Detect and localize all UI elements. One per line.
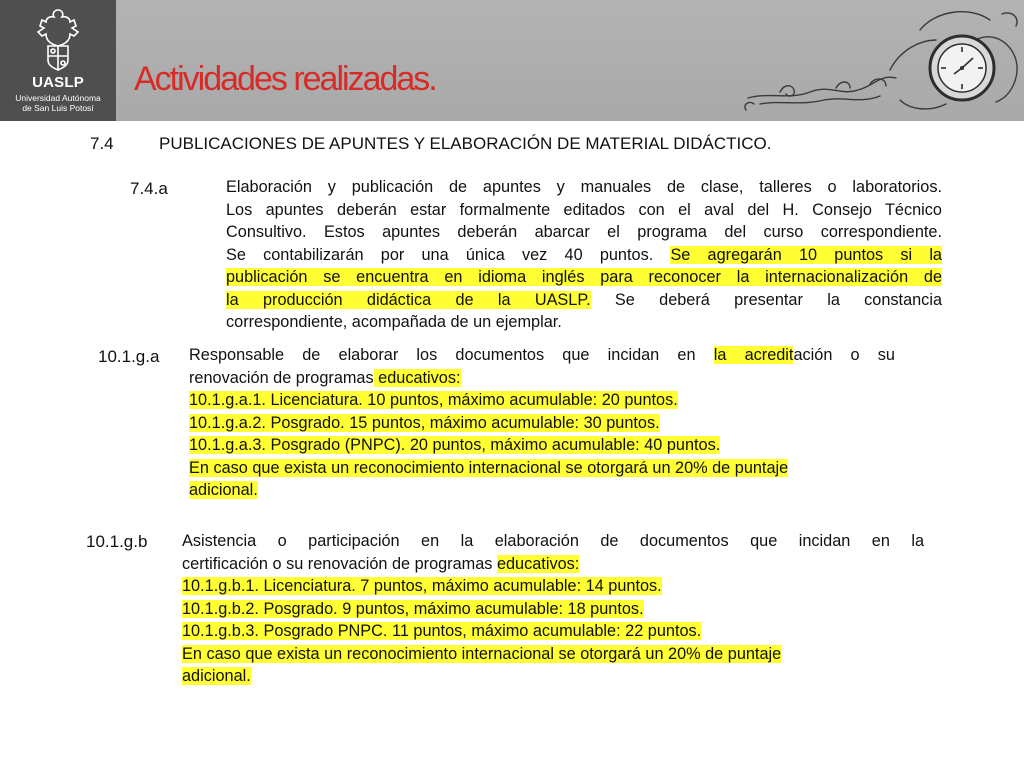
highlighted-text: adicional. (189, 481, 258, 499)
item-paragraph (226, 176, 942, 334)
logo-subtitle-line1: Universidad Autónoma (15, 93, 101, 103)
highlighted-text: 10.1.g.a.3. Posgrado (PNPC). 20 puntos, máximo acumulable: 40 puntos. (189, 436, 721, 454)
logo-name: UASLP (32, 74, 84, 91)
highlighted-text: adicional. (182, 667, 251, 685)
list-item (182, 598, 924, 621)
list-item (189, 389, 895, 412)
highlighted-text: educativos: (373, 368, 461, 387)
highlighted-text: 10.1.g.a.1. Licenciatura. 10 puntos, máximo acumulable: 20 puntos. (189, 391, 678, 409)
text-run: Se contabilizarán por una única vez 40 puntos. (226, 245, 654, 264)
text-run: ación o su (793, 346, 895, 364)
paragraph-line: Asistencia o participación en la elaboración de documentos que incidan en la (182, 532, 924, 550)
highlighted-text: 10.1.g.b.2. Posgrado. 9 puntos, máximo acumulable: 18 puntos. (182, 599, 644, 618)
item-paragraph (182, 530, 924, 688)
page-title: Actividades realizadas. (134, 60, 436, 98)
paragraph-line: Elaboración y publicación de apuntes y manuales de clase, talleres o laboratorios. (226, 178, 942, 196)
highlighted-text: educativos: (496, 554, 580, 573)
text-run: certificación o su renovación de programas (182, 554, 497, 573)
list-item (182, 575, 924, 598)
list-item (189, 457, 895, 480)
list-item (182, 643, 924, 666)
text-run: renovación de programas (189, 368, 374, 387)
text-run: Responsable de elaborar los documentos que incidan en (189, 346, 714, 364)
highlighted-text: la producción didáctica de la UASLP. (226, 290, 591, 309)
item-paragraph (189, 344, 895, 502)
section-title: PUBLICACIONES DE APUNTES Y ELABORACIÓN DE MATERIAL DIDÁCTICO. (159, 134, 772, 153)
paragraph-line (189, 367, 895, 390)
highlighted-text: publicación se encuentra en idioma inglés para reconocer la internacionalización de (226, 268, 942, 286)
paragraph-line: Consultivo. Estos apuntes deberán abarcar el programa del curso correspondiente. (226, 223, 942, 241)
list-item (189, 479, 895, 502)
list-item (182, 620, 924, 643)
highlighted-text: la acredit (713, 346, 794, 364)
list-item (189, 434, 895, 457)
highlighted-text: 10.1.g.a.2. Posgrado. 15 puntos, máximo acumulable: 30 puntos. (189, 413, 660, 432)
logo-subtitle-line2: de San Luis Potosí (22, 103, 94, 113)
highlighted-text: 10.1.g.b.1. Licenciatura. 7 puntos, máximo acumulable: 14 puntos. (182, 577, 662, 595)
text-run: Se deberá presentar la constancia (590, 290, 942, 309)
paragraph-line: correspondiente, acompañada de un ejemplar. (226, 313, 562, 331)
item-number: 10.1.g.a (98, 347, 160, 366)
list-item (189, 412, 895, 435)
paragraph-line (226, 266, 942, 289)
paragraph-line (226, 244, 942, 267)
highlighted-text: En caso que exista un reconocimiento internacional se otorgará un 20% de puntaje (182, 644, 782, 663)
section-number: 7.4 (90, 134, 114, 153)
item-number: 10.1.g.b (86, 532, 148, 551)
highlighted-text: En caso que exista un reconocimiento internacional se otorgará un 20% de puntaje (189, 458, 789, 477)
highlighted-text: Se agregarán 10 puntos si la (670, 245, 942, 264)
list-item (182, 665, 924, 688)
paragraph-line (189, 344, 895, 367)
highlighted-text: 10.1.g.b.3. Posgrado PNPC. 11 puntos, máximo acumulable: 22 puntos. (182, 622, 702, 640)
paragraph-line (182, 553, 924, 576)
item-number: 7.4.a (130, 179, 168, 198)
paragraph-line: Los apuntes deberán estar formalmente editados con el aval del H. Consejo Técnico (226, 200, 942, 219)
paragraph-line (226, 289, 942, 312)
